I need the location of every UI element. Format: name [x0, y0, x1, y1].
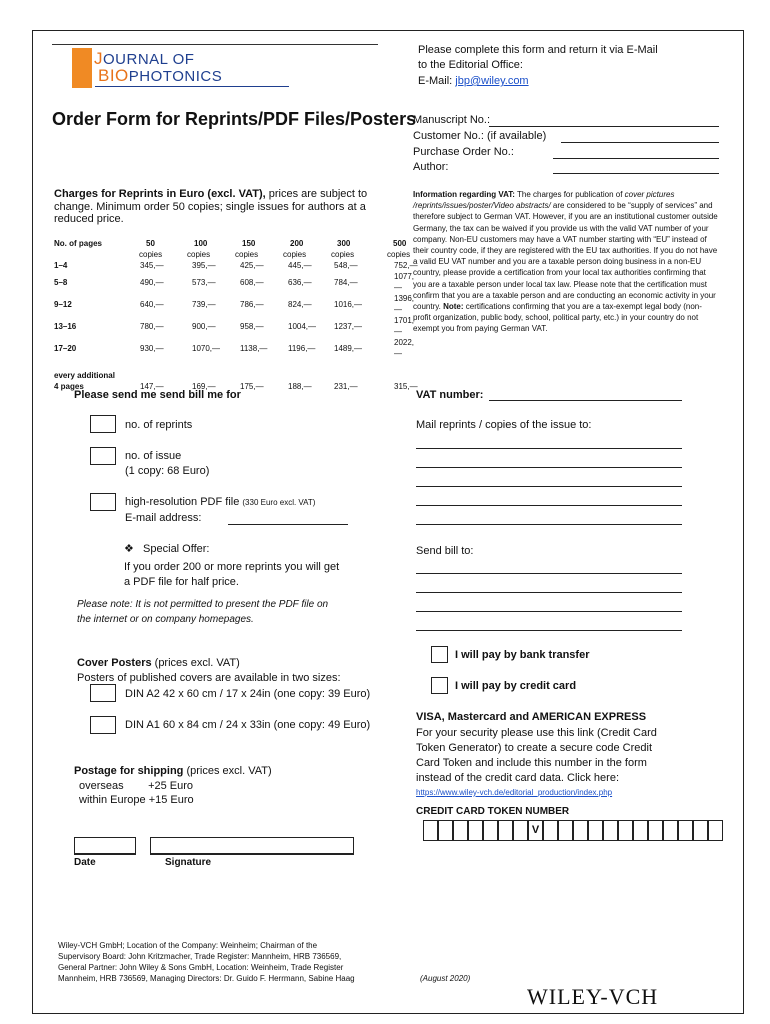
bill-address-line[interactable] [416, 611, 682, 612]
price-cell: 1077,— [394, 272, 415, 292]
purchase-label: Purchase Order No.: [413, 146, 514, 158]
journal-logo-line1: JOURNAL OF [94, 49, 195, 68]
bill-address-line[interactable] [416, 592, 682, 593]
journal-logo-mark [72, 48, 92, 88]
price-cell: 315,— [394, 382, 418, 391]
pdf-email-label: E-mail address: [125, 512, 202, 524]
customer-label: Customer No.: (if available) [413, 130, 547, 142]
cards-heading: VISA, Mastercard and AMERICAN EXPRESS [416, 711, 647, 723]
signature-label: Signature [165, 857, 212, 868]
email-line: E-Mail: jbp@wiley.com [418, 75, 529, 87]
charges-line-3: reduced price. [54, 213, 124, 225]
token-digit-cell[interactable] [468, 820, 483, 841]
footer-date: (August 2020) [420, 974, 471, 983]
poster-a1-box[interactable] [90, 716, 116, 734]
token-heading: CREDIT CARD TOKEN NUMBER [416, 806, 570, 817]
token-digit-cell[interactable] [618, 820, 633, 841]
pages-cell: 9–12 [54, 299, 72, 309]
vat-number-label: VAT number: [416, 389, 484, 401]
purchase-field[interactable] [553, 158, 719, 159]
price-cell: 958,— [240, 321, 264, 331]
footer-line-1: Wiley-VCH GmbH; Location of the Company: Weinheim; Chairman of the [58, 941, 318, 950]
security-line-3: Card Token and include this number in the form [416, 757, 647, 769]
token-digit-cell[interactable] [588, 820, 603, 841]
mail-address-line[interactable] [416, 467, 682, 468]
mail-to-label: Mail reprints / copies of the issue to: [416, 419, 592, 431]
author-field[interactable] [553, 173, 719, 174]
postage-europe: within Europe +15 Euro [79, 794, 194, 806]
bill-address-line[interactable] [416, 573, 682, 574]
price-cell: 188,— [288, 382, 312, 391]
token-digit-cell[interactable] [573, 820, 588, 841]
wiley-vch-logo: WILEY-VCH [527, 984, 659, 1009]
table-row-additional [54, 370, 419, 381]
special-offer: ❖ Special Offer: [124, 543, 210, 555]
token-generator-link[interactable]: https://www.wiley-vch.de/editorial_production/index.php [416, 788, 613, 797]
price-cell: 608,— [240, 277, 264, 287]
footer-line-3: General Partner: John Wiley & Sons GmbH, Location: Weinheim, Trade Register [58, 963, 344, 972]
table-row [54, 293, 419, 315]
copies-word: copies [331, 250, 355, 259]
table-subheader-row [54, 249, 419, 260]
security-line-1: For your security please use this link (Credit Card [416, 727, 657, 739]
price-cell: 1070,— [192, 343, 221, 353]
copies-word: copies [187, 250, 211, 259]
manuscript-field[interactable] [489, 126, 719, 127]
token-digit-cell[interactable]: V [528, 820, 543, 841]
signature-field[interactable] [150, 837, 354, 855]
token-digit-cell[interactable] [633, 820, 648, 841]
copies-word: copies [235, 250, 259, 259]
journal-logo-line2: BIOPHOTONICS [98, 66, 223, 85]
pdf-note-1: Please note: It is not permitted to present the PDF file on [77, 599, 329, 610]
price-cell: 739,— [192, 299, 216, 309]
token-digit-cell[interactable] [483, 820, 498, 841]
copies-500: 500 [393, 239, 407, 248]
poster-a2-label: DIN A2 42 x 60 cm / 17 x 24in (one copy: 39 Euro) [125, 688, 371, 700]
token-digit-cell[interactable] [693, 820, 708, 841]
postage-heading: Postage for shipping (prices excl. VAT) [74, 765, 272, 777]
pages-cell: 17–20 [54, 343, 77, 353]
copies-150: 150 [242, 239, 256, 248]
poster-a1-label: DIN A1 60 x 84 cm / 24 x 33in (one copy: 49 Euro) [125, 719, 371, 731]
price-cell: 425,— [240, 261, 264, 270]
table-row [54, 337, 419, 359]
table-row [54, 315, 419, 337]
pages-cell: 13–16 [54, 321, 77, 331]
security-line-4: instead of the credit card data. Click here: [416, 772, 619, 784]
offer-line-1: If you order 200 or more reprints you will get [124, 561, 340, 573]
price-cell: 824,— [288, 299, 312, 309]
bill-address-line[interactable] [416, 630, 682, 631]
date-label: Date [74, 857, 96, 868]
date-field[interactable] [74, 837, 136, 855]
charges-line-2: change. Minimum order 50 copies; single issues for authors at a [54, 201, 366, 213]
price-cell: 548,— [334, 261, 358, 270]
offer-line-2: a PDF file for half price. [124, 576, 239, 588]
price-cell: 175,— [240, 382, 264, 391]
token-digit-cell[interactable] [603, 820, 618, 841]
pages-cell: 1–4 [54, 261, 68, 270]
price-cell: 752,— [394, 261, 418, 270]
mail-address-line[interactable] [416, 448, 682, 449]
price-cell: 1004,— [288, 321, 317, 331]
price-cell: 445,— [288, 261, 312, 270]
token-digit-cell[interactable] [678, 820, 693, 841]
logo-rule-bottom [95, 86, 289, 87]
price-cell: 231,— [334, 382, 358, 391]
issue-price: (1 copy: 68 Euro) [125, 465, 210, 477]
mail-address-line[interactable] [416, 486, 682, 487]
additional-label-1: every additional [54, 371, 115, 380]
bank-transfer-checkbox[interactable] [431, 646, 448, 663]
price-cell: 1237,— [334, 321, 363, 331]
customer-field[interactable] [561, 142, 719, 143]
additional-label-2: 4 pages [54, 382, 84, 391]
price-cell: 1489,— [334, 343, 363, 353]
order-heading: Please send me send bill me for [74, 389, 241, 401]
copies-300: 300 [337, 239, 351, 248]
copies-word: copies [139, 250, 163, 259]
author-label: Author: [413, 161, 449, 173]
credit-card-checkbox[interactable] [431, 677, 448, 694]
bank-transfer-label: I will pay by bank transfer [455, 649, 590, 661]
pdf-note-2: the internet or on company homepages. [77, 614, 254, 625]
reprints-qty-box[interactable] [90, 415, 116, 433]
token-digit-cell[interactable] [423, 820, 438, 841]
posters-line: Posters of published covers are available in two sizes: [77, 672, 341, 684]
token-digit-cell[interactable] [438, 820, 453, 841]
return-instructions-2: to the Editorial Office: [418, 59, 523, 71]
copies-word: copies [387, 250, 411, 259]
email-link[interactable]: jbp@wiley.com [455, 75, 529, 87]
price-cell: 147,— [140, 382, 164, 391]
charges-heading: Charges for Reprints in Euro (excl. VAT), prices are subject to [54, 188, 368, 200]
send-bill-label: Send bill to: [416, 545, 474, 557]
footer-line-4: Mannheim, HRB 736569, Managing Directors: Dr. Guido F. Herrmann, Sabine Haag [58, 974, 355, 983]
pages-header: No. of pages [54, 239, 103, 248]
token-digit-cell[interactable] [663, 820, 678, 841]
vat-number-field[interactable] [489, 400, 682, 401]
posters-heading: Cover Posters (prices excl. VAT) [77, 657, 240, 669]
price-cell: 640,— [140, 299, 164, 309]
return-instructions-1: Please complete this form and return it via E-Mail [418, 44, 658, 56]
reprints-label: no. of reprints [125, 419, 193, 431]
price-cell: 573,— [192, 277, 216, 287]
price-cell: 1701,— [394, 316, 415, 336]
token-digit-cell[interactable] [498, 820, 513, 841]
page-title: Order Form for Reprints/PDF Files/Posters [52, 109, 417, 129]
footer-line-2: Supervisory Board: John Kritzmacher, Trade Register: Mannheim, HRB 736569, [58, 952, 342, 961]
price-cell: 786,— [240, 299, 264, 309]
vat-information: Information regarding VAT: The charges for publication of cover pictures /reprints/issues/poster/Video abstracts/ are considered to be “supply of services” and therefore subject to German VAT. However, if you are an institutional customer outside Germany, the tax can be waived if you provide us with the valid VAT number of your company. Non-EU customers may have a VAT number starting with “EU” instead of their country code, if they are registered with the EU tax authorities. If you do not have a valid EU VAT number and you are a taxable person doing business in a non-EU country, please provide a certification from your local tax authorities confirming that you are a taxable person under local tax law. Please note that the certification must confirm that you are a taxable person and are conducting an economic activity in your country. Note: certifications confirming that you are a tax-exempt legal body (non-profit organization, public body, school, political party, etc.) in your country do not exempt you from paying German VAT. [413, 190, 718, 334]
pdf-label: high-resolution PDF file (330 Euro excl. VAT) [125, 496, 316, 508]
table-header-row [54, 238, 419, 249]
reprint-price-table [54, 238, 419, 392]
price-cell: 900,— [192, 321, 216, 331]
token-digit-cell[interactable] [648, 820, 663, 841]
token-digit-cell[interactable] [558, 820, 573, 841]
logo-rule-top [52, 44, 378, 45]
price-cell: 490,— [140, 277, 164, 287]
copies-word: copies [283, 250, 307, 259]
credit-card-label: I will pay by credit card [455, 680, 577, 692]
table-row [54, 271, 419, 293]
price-cell: 930,— [140, 343, 164, 353]
price-cell: 1196,— [288, 343, 316, 353]
price-cell: 2022,— [394, 338, 415, 358]
table-row [54, 260, 419, 271]
security-line-2: Token Generator) to create a secure code Credit [416, 742, 653, 754]
price-cell: 1138,— [240, 343, 268, 353]
token-digit-cell[interactable] [453, 820, 468, 841]
issue-qty-box[interactable] [90, 447, 116, 465]
postage-overseas: overseas +25 Euro [79, 780, 194, 792]
pdf-qty-box[interactable] [90, 493, 116, 511]
price-cell: 1396,— [394, 294, 415, 314]
price-cell: 345,— [140, 261, 164, 270]
manuscript-label: Manuscript No.: [413, 114, 491, 126]
price-cell: 395,— [192, 261, 216, 270]
price-cell: 636,— [288, 277, 312, 287]
issue-label: no. of issue [125, 450, 182, 462]
mail-address-line[interactable] [416, 524, 682, 525]
poster-a2-box[interactable] [90, 684, 116, 702]
price-cell: 784,— [334, 277, 358, 287]
token-digit-cell[interactable] [513, 820, 528, 841]
price-cell: 169,— [192, 382, 216, 391]
price-cell: 1016,— [334, 299, 363, 309]
diamond-bullet-icon: ❖ [124, 543, 134, 555]
copies-100: 100 [194, 239, 208, 248]
pages-cell: 5–8 [54, 277, 68, 287]
token-digit-cell[interactable] [708, 820, 723, 841]
token-digit-cell[interactable] [543, 820, 558, 841]
price-cell: 780,— [140, 321, 164, 331]
mail-address-line[interactable] [416, 505, 682, 506]
copies-200: 200 [290, 239, 304, 248]
copies-50: 50 [146, 239, 155, 248]
pdf-email-field[interactable] [228, 524, 348, 525]
